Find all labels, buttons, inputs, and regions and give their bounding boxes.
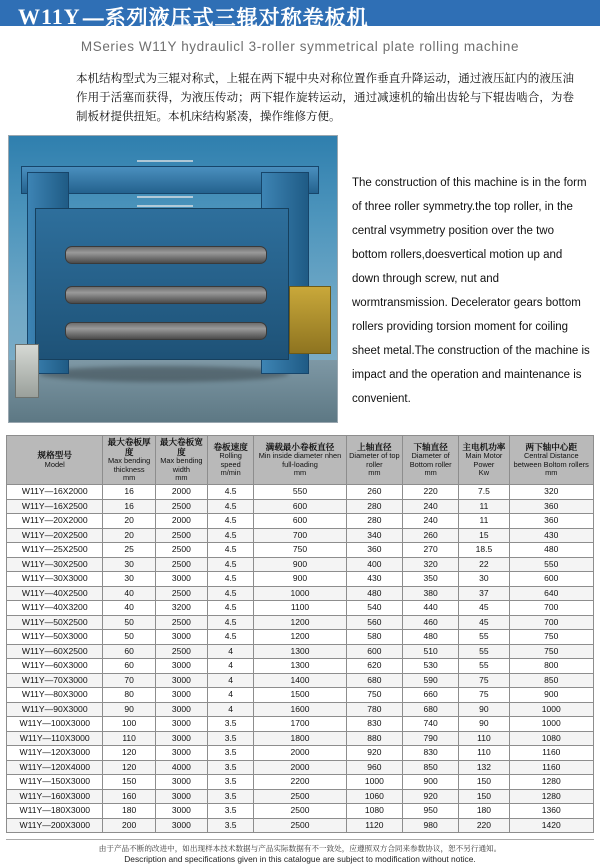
table-cell: 2500 xyxy=(155,644,207,659)
cell-model: W11Y—20X2000 xyxy=(7,514,103,529)
table-cell: 4.5 xyxy=(208,601,254,616)
col-header-en: Rolling speed xyxy=(219,451,242,469)
table-cell: 2500 xyxy=(254,789,346,804)
brand-logo: W11Y xyxy=(18,4,81,29)
col-header-en: Max bending width xyxy=(160,456,203,474)
cell-model: W11Y—70X3000 xyxy=(7,673,103,688)
table-cell: 2000 xyxy=(254,760,346,775)
table-row xyxy=(7,746,594,761)
table-cell: 1200 xyxy=(254,615,346,630)
table-row xyxy=(7,586,594,601)
table-cell: 430 xyxy=(509,528,593,543)
table-cell: 260 xyxy=(346,485,402,500)
table-cell: 550 xyxy=(254,485,346,500)
table-cell: 1500 xyxy=(254,688,346,703)
cell-model: W11Y—160X3000 xyxy=(7,789,103,804)
table-cell: 1300 xyxy=(254,659,346,674)
table-cell: 40 xyxy=(103,601,155,616)
table-row xyxy=(7,702,594,717)
table-row xyxy=(7,630,594,645)
table-cell: 3000 xyxy=(155,775,207,790)
table-cell: 900 xyxy=(403,775,459,790)
title-row xyxy=(0,0,600,34)
table-cell: 900 xyxy=(254,557,346,572)
page-title-en: MSeries W11Y hydraulicl 3-roller symmetrical plate rolling machine xyxy=(80,39,520,54)
table-cell: 1700 xyxy=(254,717,346,732)
col-header-rolling-speed xyxy=(208,436,254,485)
table-cell: 360 xyxy=(509,514,593,529)
table-cell: 2500 xyxy=(155,557,207,572)
table-cell: 4.5 xyxy=(208,572,254,587)
table-cell: 2500 xyxy=(155,586,207,601)
intro-paragraph-cn: 本机结构型式为三辊对称式，上辊在两下辊中央对称位置作垂直升降运动，通过液压缸内的液压油作用于活塞而获得，为液压传动；两下辊作旋转运动，通过减速机的输出齿轮与下辊齿啮合，为卷制板材提供扭矩。本机床结构紧凑，操作维修方便。 xyxy=(76,73,574,123)
table-cell: 1000 xyxy=(509,702,593,717)
table-cell: 340 xyxy=(346,528,402,543)
photo-shadow xyxy=(39,366,289,382)
table-cell: 11 xyxy=(459,499,509,514)
table-cell: 1060 xyxy=(346,789,402,804)
table-cell: 15 xyxy=(459,528,509,543)
col-header-en: Diameter of top roller xyxy=(349,451,400,469)
cell-model: W11Y—90X3000 xyxy=(7,702,103,717)
col-header-max-width xyxy=(155,436,207,485)
cell-model: W11Y—100X3000 xyxy=(7,717,103,732)
cell-model: W11Y—30X2500 xyxy=(7,557,103,572)
table-cell: 550 xyxy=(509,557,593,572)
table-cell: 3.5 xyxy=(208,731,254,746)
cell-model: W11Y—40X3200 xyxy=(7,601,103,616)
table-cell: 600 xyxy=(254,499,346,514)
table-cell: 1200 xyxy=(254,630,346,645)
table-cell: 3.5 xyxy=(208,717,254,732)
table-cell: 160 xyxy=(103,789,155,804)
col-header-cn: 两下轴中心距 xyxy=(525,441,578,452)
table-cell: 280 xyxy=(346,499,402,514)
table-cell: 90 xyxy=(103,702,155,717)
table-row xyxy=(7,572,594,587)
cell-model: W11Y—200X3000 xyxy=(7,818,103,833)
table-cell: 640 xyxy=(509,586,593,601)
cell-model: W11Y—110X3000 xyxy=(7,731,103,746)
table-cell: 4 xyxy=(208,673,254,688)
table-cell: 540 xyxy=(346,601,402,616)
table-cell: 30 xyxy=(103,572,155,587)
table-cell: 60 xyxy=(103,659,155,674)
table-cell: 3000 xyxy=(155,630,207,645)
table-cell: 780 xyxy=(346,702,402,717)
table-cell: 75 xyxy=(459,688,509,703)
table-cell: 1000 xyxy=(346,775,402,790)
table-cell: 60 xyxy=(103,644,155,659)
table-header-row xyxy=(7,436,594,485)
table-cell: 2500 xyxy=(155,499,207,514)
table-cell: 50 xyxy=(103,615,155,630)
table-cell: 380 xyxy=(403,586,459,601)
table-cell: 480 xyxy=(509,543,593,558)
cell-model: W11Y—120X4000 xyxy=(7,760,103,775)
cell-model: W11Y—50X2500 xyxy=(7,615,103,630)
table-cell: 4.5 xyxy=(208,528,254,543)
table-cell: 11 xyxy=(459,514,509,529)
table-cell: 3000 xyxy=(155,702,207,717)
col-header-bottom-roller-dia xyxy=(403,436,459,485)
table-cell: 3000 xyxy=(155,659,207,674)
table-cell: 700 xyxy=(509,615,593,630)
col-header-unit: mm xyxy=(424,468,437,477)
cell-model: W11Y—180X3000 xyxy=(7,804,103,819)
col-header-unit: mm xyxy=(545,468,558,477)
table-cell: 1400 xyxy=(254,673,346,688)
table-cell: 440 xyxy=(403,601,459,616)
table-cell: 240 xyxy=(403,499,459,514)
table-cell: 220 xyxy=(459,818,509,833)
table-cell: 2500 xyxy=(155,543,207,558)
table-row xyxy=(7,731,594,746)
table-cell: 22 xyxy=(459,557,509,572)
footer-note xyxy=(6,839,594,865)
table-cell: 3.5 xyxy=(208,746,254,761)
photo-top-roller xyxy=(65,246,267,264)
table-cell: 400 xyxy=(346,557,402,572)
table-cell: 1280 xyxy=(509,789,593,804)
product-media-section xyxy=(0,135,600,425)
table-cell: 3000 xyxy=(155,746,207,761)
spec-table-wrap xyxy=(6,435,594,833)
table-cell: 4000 xyxy=(155,760,207,775)
table-cell: 100 xyxy=(103,717,155,732)
cell-model: W11Y—30X3000 xyxy=(7,572,103,587)
photo-motor-unit xyxy=(289,286,331,354)
table-cell: 240 xyxy=(403,514,459,529)
table-cell: 2500 xyxy=(155,528,207,543)
table-cell: 1280 xyxy=(509,775,593,790)
table-cell: 16 xyxy=(103,485,155,500)
table-cell: 180 xyxy=(459,804,509,819)
col-header-en: Min inside diameter nhen full-loading xyxy=(258,451,342,469)
table-cell: 900 xyxy=(509,688,593,703)
table-cell: 18.5 xyxy=(459,543,509,558)
col-header-unit: mm xyxy=(175,472,188,482)
table-cell: 2500 xyxy=(254,818,346,833)
table-cell: 260 xyxy=(403,528,459,543)
table-cell: 4.5 xyxy=(208,557,254,572)
table-cell: 460 xyxy=(403,615,459,630)
col-header-cn: 最大卷板宽度 xyxy=(159,437,203,457)
table-cell: 110 xyxy=(103,731,155,746)
table-cell: 150 xyxy=(103,775,155,790)
col-header-unit: mm xyxy=(122,472,136,482)
col-header-unit: mm xyxy=(368,468,381,477)
header-band xyxy=(0,0,600,62)
table-cell: 480 xyxy=(403,630,459,645)
table-row xyxy=(7,717,594,732)
table-cell: 4.5 xyxy=(208,630,254,645)
table-cell: 700 xyxy=(254,528,346,543)
table-cell: 750 xyxy=(254,543,346,558)
table-cell: 75 xyxy=(459,673,509,688)
table-cell: 580 xyxy=(346,630,402,645)
table-cell: 1360 xyxy=(509,804,593,819)
photo-bottom-roller xyxy=(65,322,267,340)
table-row xyxy=(7,528,594,543)
table-cell: 320 xyxy=(509,485,593,500)
table-cell: 600 xyxy=(509,572,593,587)
table-row xyxy=(7,514,594,529)
table-cell: 4.5 xyxy=(208,586,254,601)
table-cell: 270 xyxy=(403,543,459,558)
table-cell: 830 xyxy=(403,746,459,761)
table-cell: 4.5 xyxy=(208,514,254,529)
table-cell: 3.5 xyxy=(208,760,254,775)
machine-photo xyxy=(8,135,338,423)
photo-middle-roller xyxy=(65,286,267,304)
table-cell: 4.5 xyxy=(208,615,254,630)
table-cell: 1600 xyxy=(254,702,346,717)
spec-table-head xyxy=(7,436,594,485)
cell-model: W11Y—16X2000 xyxy=(7,485,103,500)
table-cell: 7.5 xyxy=(459,485,509,500)
table-cell: 4.5 xyxy=(208,499,254,514)
col-header-top-roller-dia xyxy=(346,436,402,485)
col-header-min-diameter xyxy=(254,436,346,485)
table-cell: 55 xyxy=(459,630,509,645)
table-cell: 920 xyxy=(403,789,459,804)
table-cell: 3000 xyxy=(155,818,207,833)
table-cell: 132 xyxy=(459,760,509,775)
table-row xyxy=(7,775,594,790)
table-cell: 750 xyxy=(346,688,402,703)
table-cell: 1160 xyxy=(509,746,593,761)
col-header-cn: 规格型号 xyxy=(37,450,72,461)
table-cell: 3000 xyxy=(155,572,207,587)
col-header-cn: 满载最小卷板直径 xyxy=(265,441,335,452)
cell-model: W11Y—60X3000 xyxy=(7,659,103,674)
table-cell: 1080 xyxy=(509,731,593,746)
table-cell: 16 xyxy=(103,499,155,514)
table-cell: 350 xyxy=(403,572,459,587)
table-cell: 960 xyxy=(346,760,402,775)
table-cell: 4.5 xyxy=(208,485,254,500)
cell-model: W11Y—50X3000 xyxy=(7,630,103,645)
table-cell: 4 xyxy=(208,702,254,717)
table-cell: 70 xyxy=(103,673,155,688)
table-cell: 800 xyxy=(509,659,593,674)
table-cell: 600 xyxy=(254,514,346,529)
table-cell: 660 xyxy=(403,688,459,703)
col-header-center-distance xyxy=(509,436,593,485)
table-row xyxy=(7,601,594,616)
cell-model: W11Y—150X3000 xyxy=(7,775,103,790)
col-header-en: Main Motor Power xyxy=(465,451,503,469)
cell-model: W11Y—25X2500 xyxy=(7,543,103,558)
table-cell: 360 xyxy=(346,543,402,558)
table-cell: 280 xyxy=(346,514,402,529)
col-header-cn: 卷板速度 xyxy=(213,441,248,452)
col-header-motor-power xyxy=(459,436,509,485)
intro-paragraph-en: The construction of this machine is in the form of three roller symmetry.the top roller, in the central vsymmetry position over the two bottom rollers,doesvertical motion up and down through screw, nut and wormtransmission. Decelerator gears bottom rollers providing torsion moment for coiling sheet metal.The construction of the machine is impact and the operation and maintenance is convenient. xyxy=(352,177,590,405)
table-cell: 680 xyxy=(403,702,459,717)
table-cell: 560 xyxy=(346,615,402,630)
table-cell: 4 xyxy=(208,659,254,674)
table-cell: 110 xyxy=(459,746,509,761)
spec-table-body xyxy=(7,485,594,833)
table-row xyxy=(7,644,594,659)
cell-model: W11Y—40X2500 xyxy=(7,586,103,601)
cell-model: W11Y—16X2500 xyxy=(7,499,103,514)
table-cell: 3000 xyxy=(155,789,207,804)
col-header-en: Central Distance between Boltom rollers xyxy=(513,451,589,469)
col-header-cn: 主电机功率 xyxy=(462,441,506,452)
col-header-model xyxy=(7,436,103,485)
page-title-cn: —系列液压式三辊对称卷板机 xyxy=(82,7,369,30)
table-cell: 3.5 xyxy=(208,775,254,790)
footer-note-en: Description and specifications given in this catalogue are subject to modification without notice. xyxy=(124,854,476,865)
col-header-cn: 最大卷板厚度 xyxy=(107,437,151,457)
table-cell: 1100 xyxy=(254,601,346,616)
table-cell: 530 xyxy=(403,659,459,674)
table-cell: 20 xyxy=(103,528,155,543)
table-row xyxy=(7,673,594,688)
table-cell: 45 xyxy=(459,601,509,616)
table-cell: 680 xyxy=(346,673,402,688)
table-cell: 790 xyxy=(403,731,459,746)
table-cell: 180 xyxy=(103,804,155,819)
table-cell: 2000 xyxy=(254,746,346,761)
table-cell: 4 xyxy=(208,688,254,703)
table-cell: 220 xyxy=(403,485,459,500)
table-cell: 120 xyxy=(103,746,155,761)
table-cell: 360 xyxy=(509,499,593,514)
col-header-cn: 下轴直径 xyxy=(413,441,448,452)
table-cell: 150 xyxy=(459,789,509,804)
table-cell: 1420 xyxy=(509,818,593,833)
table-cell: 980 xyxy=(403,818,459,833)
table-cell: 850 xyxy=(509,673,593,688)
table-cell: 3.5 xyxy=(208,804,254,819)
table-cell: 2200 xyxy=(254,775,346,790)
table-cell: 25 xyxy=(103,543,155,558)
table-cell: 150 xyxy=(459,775,509,790)
table-row xyxy=(7,789,594,804)
col-header-en: Max bending thickness xyxy=(107,456,151,474)
table-cell: 3200 xyxy=(155,601,207,616)
table-cell: 850 xyxy=(403,760,459,775)
cell-model: W11Y—120X3000 xyxy=(7,746,103,761)
table-cell: 120 xyxy=(103,760,155,775)
table-cell: 620 xyxy=(346,659,402,674)
table-cell: 55 xyxy=(459,644,509,659)
table-cell: 3.5 xyxy=(208,789,254,804)
table-row xyxy=(7,499,594,514)
table-cell: 90 xyxy=(459,717,509,732)
table-cell: 30 xyxy=(459,572,509,587)
table-cell: 950 xyxy=(403,804,459,819)
table-cell: 200 xyxy=(103,818,155,833)
table-cell: 3000 xyxy=(155,717,207,732)
table-cell: 320 xyxy=(403,557,459,572)
table-cell: 2500 xyxy=(155,615,207,630)
table-cell: 1160 xyxy=(509,760,593,775)
table-cell: 2000 xyxy=(155,514,207,529)
table-cell: 45 xyxy=(459,615,509,630)
table-cell: 4 xyxy=(208,644,254,659)
table-cell: 20 xyxy=(103,514,155,529)
table-cell: 1120 xyxy=(346,818,402,833)
table-cell: 480 xyxy=(346,586,402,601)
table-cell: 3000 xyxy=(155,804,207,819)
table-cell: 600 xyxy=(346,644,402,659)
table-row xyxy=(7,688,594,703)
table-cell: 80 xyxy=(103,688,155,703)
table-cell: 37 xyxy=(459,586,509,601)
table-cell: 3.5 xyxy=(208,818,254,833)
table-row xyxy=(7,760,594,775)
footer-note-cn: 由于产品不断的改进中，如出现样本技术数据与产品实际数据有不一致处，应遵照双方合同来参数协议，恕不另行通知。 xyxy=(98,844,502,854)
col-header-unit: mm xyxy=(293,468,307,477)
col-header-cn: 上轴直径 xyxy=(357,441,392,452)
table-row xyxy=(7,804,594,819)
table-row xyxy=(7,818,594,833)
table-cell: 1800 xyxy=(254,731,346,746)
col-header-max-thickness xyxy=(103,436,155,485)
table-cell: 2500 xyxy=(254,804,346,819)
table-cell: 1000 xyxy=(254,586,346,601)
table-cell: 1000 xyxy=(509,717,593,732)
table-cell: 590 xyxy=(403,673,459,688)
table-cell: 1300 xyxy=(254,644,346,659)
photo-control-panel xyxy=(15,344,39,398)
col-header-en: Diameter of Bottom roller xyxy=(409,451,452,469)
table-cell: 880 xyxy=(346,731,402,746)
table-row xyxy=(7,659,594,674)
col-header-unit: m/min xyxy=(220,468,241,477)
table-cell: 830 xyxy=(346,717,402,732)
table-cell: 50 xyxy=(103,630,155,645)
col-header-unit: Kw xyxy=(478,468,490,477)
table-row xyxy=(7,485,594,500)
table-cell: 3000 xyxy=(155,731,207,746)
cell-model: W11Y—20X2500 xyxy=(7,528,103,543)
table-cell: 430 xyxy=(346,572,402,587)
table-row xyxy=(7,557,594,572)
spec-table xyxy=(6,435,594,833)
table-cell: 3000 xyxy=(155,688,207,703)
table-cell: 55 xyxy=(459,659,509,674)
table-cell: 40 xyxy=(103,586,155,601)
table-cell: 3000 xyxy=(155,673,207,688)
table-cell: 90 xyxy=(459,702,509,717)
table-cell: 750 xyxy=(509,630,593,645)
table-cell: 920 xyxy=(346,746,402,761)
cell-model: W11Y—60X2500 xyxy=(7,644,103,659)
table-cell: 700 xyxy=(509,601,593,616)
table-cell: 4.5 xyxy=(208,543,254,558)
table-cell: 30 xyxy=(103,557,155,572)
col-header-en: Model xyxy=(44,459,65,469)
table-cell: 900 xyxy=(254,572,346,587)
table-cell: 2000 xyxy=(155,485,207,500)
table-cell: 110 xyxy=(459,731,509,746)
table-cell: 740 xyxy=(403,717,459,732)
cell-model: W11Y—80X3000 xyxy=(7,688,103,703)
table-row xyxy=(7,543,594,558)
table-cell: 510 xyxy=(403,644,459,659)
table-row xyxy=(7,615,594,630)
table-cell: 750 xyxy=(509,644,593,659)
table-cell: 1080 xyxy=(346,804,402,819)
